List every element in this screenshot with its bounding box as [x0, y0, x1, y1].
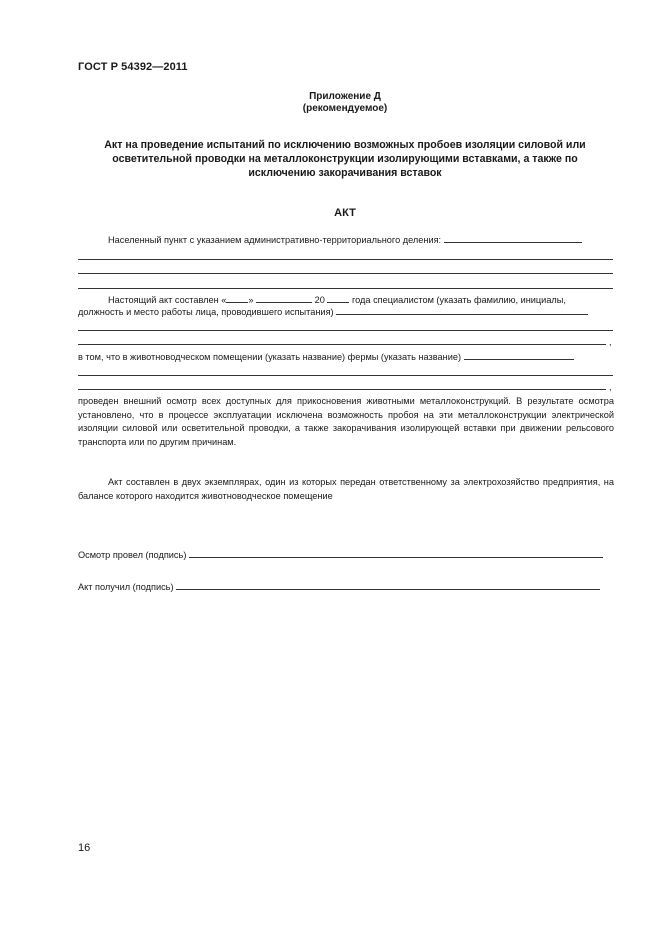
composed-text: года специалистом (указать фамилию, инициалы,	[352, 295, 566, 305]
inspector-label: Осмотр провел (подпись)	[78, 550, 187, 560]
receiver-signature-field[interactable]	[176, 580, 600, 590]
act-heading-line: Акт на проведение испытаний по исключению возможных пробоев изоляции силовой или	[104, 139, 586, 151]
locality-label: Населенный пункт с указанием административно-территориального деления:	[108, 235, 442, 245]
year-field[interactable]	[327, 293, 349, 303]
appendix-title: Приложение Д	[309, 91, 381, 102]
inspector-signature-field[interactable]	[189, 548, 603, 558]
locality-field[interactable]	[444, 233, 582, 243]
form-line[interactable]	[78, 288, 613, 289]
composed-text: »	[248, 295, 254, 305]
receiver-signature-row	[78, 580, 614, 593]
livestock-field[interactable]	[464, 350, 574, 360]
livestock-label: в том, что в животноводческом помещении (указать название) фермы (указать название)	[78, 352, 462, 362]
appendix-subtitle: (рекомендуемое)	[302, 103, 388, 114]
position-label: должность и место работы лица, проводившего испытания)	[78, 307, 334, 317]
form-line[interactable]	[78, 259, 613, 260]
composed-text: 20	[314, 295, 325, 305]
form-line[interactable]	[78, 344, 606, 345]
form-line[interactable]	[78, 375, 613, 376]
line-comma: ,	[609, 382, 612, 392]
line-comma: ,	[609, 337, 612, 347]
day-field[interactable]	[226, 293, 248, 303]
inspection-paragraph: проведен внешний осмотр всех доступных для прикосновения животными металлоконструкций. В результате осмотра установлено, что в процессе эксплуатации исключена возможность пробоя на эти металлоконструкции электрической изоляции силовой или осветительной проводки, а также закорачивания изолирующей вставки при движении рельсового транспорта или по другим причинам.	[78, 396, 614, 447]
locality-row	[78, 233, 644, 246]
act-heading	[70, 138, 620, 180]
page-number: 16	[78, 842, 91, 854]
inspector-signature-row	[78, 548, 614, 561]
act-heading-line: осветительной проводки на металлоконструкции изолирующими вставками, а также по	[112, 153, 578, 165]
position-field[interactable]	[336, 305, 588, 315]
form-line[interactable]	[78, 273, 613, 274]
act-heading-line: исключению закорачивания вставок	[248, 167, 442, 179]
form-line[interactable]	[78, 389, 606, 390]
position-row	[78, 305, 614, 318]
composed-text: Настоящий акт составлен «	[108, 295, 227, 305]
receiver-label: Акт получил (подпись)	[78, 582, 174, 592]
month-field[interactable]	[256, 293, 312, 303]
act-label: АКТ	[334, 207, 356, 219]
document-code: ГОСТ Р 54392—2011	[78, 61, 188, 73]
form-line[interactable]	[78, 330, 613, 331]
livestock-row	[78, 350, 614, 363]
copies-paragraph: Акт составлен в двух экземплярах, один из которых передан ответственному за электрохозяйство предприятия, на балансе которого находится животноводческое помещение	[78, 477, 614, 501]
